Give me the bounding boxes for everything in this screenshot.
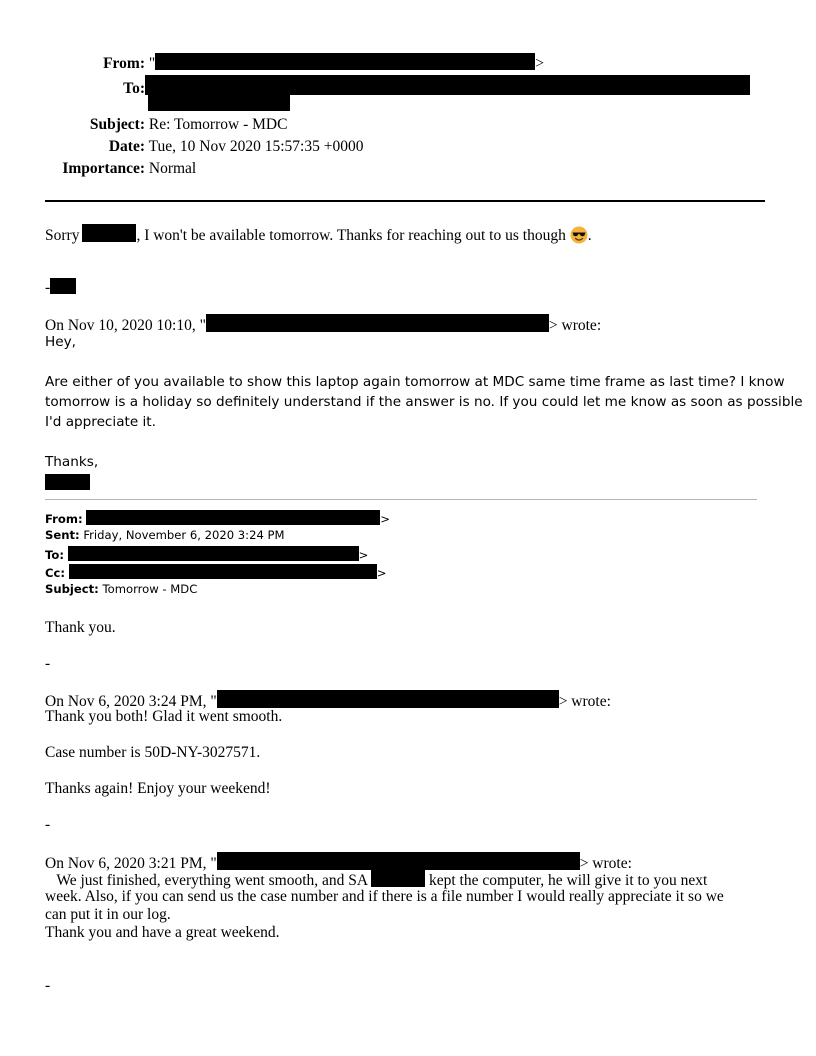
redaction-box (68, 546, 359, 561)
quote3-intro-before: On Nov 6, 2020 3:21 PM, " (45, 855, 217, 872)
reply-signoff-dash: - (45, 279, 51, 296)
redaction-box (50, 278, 76, 294)
header-from-row (60, 53, 544, 73)
redaction-box (155, 53, 535, 70)
redaction-box (217, 852, 580, 870)
redaction-box (69, 564, 377, 579)
forwarded-divider (45, 499, 757, 500)
forwarded-cc-row (45, 564, 386, 580)
quote2-thank-both: Thank you both! Glad it went smooth. (45, 708, 283, 725)
quote2-intro-after: > wrote: (558, 693, 611, 710)
thread-thank-you: Thank you. (45, 619, 116, 636)
quote3-finished-before: We just finished, everything went smooth, and SA (45, 872, 368, 889)
quote1-paragraph-line: I'd appreciate it. (45, 414, 156, 430)
quote1-greeting: Hey, (45, 334, 76, 350)
header-subject-row (60, 116, 287, 134)
redaction-box (82, 224, 136, 242)
forwarded-subject-value: Tomorrow - MDC (102, 582, 198, 596)
header-from-prefix: " (148, 55, 156, 72)
forwarded-sent-value: Friday, November 6, 2020 3:24 PM (83, 528, 285, 542)
header-importance-label: Importance: (62, 160, 145, 177)
quote2-case-number: Case number is 50D-NY-3027571. (45, 744, 261, 761)
header-divider (45, 200, 765, 202)
quote3-great-weekend: Thank you and have a great weekend. (45, 924, 280, 941)
forwarded-cc-suffix: > (376, 566, 387, 580)
forwarded-from-row (45, 510, 390, 526)
forwarded-subject-label: Subject: (45, 582, 99, 596)
thread-dash: - (45, 977, 51, 994)
quote2-intro-before: On Nov 6, 2020 3:24 PM, " (45, 693, 217, 710)
reply-text-before: Sorry (45, 227, 80, 244)
header-from-suffix: > (535, 55, 544, 72)
header-date-value: Tue, 10 Nov 2020 15:57:35 +0000 (148, 138, 364, 155)
header-date-row (60, 138, 363, 156)
forwarded-to-label: To: (45, 548, 64, 562)
redaction-box (206, 314, 549, 332)
reply-text-end: . (587, 227, 592, 244)
redaction-box (86, 510, 380, 525)
quote3-intro-after: > wrote: (579, 855, 632, 872)
quote3-finished-after: kept the computer, he will give it to you next (428, 872, 708, 889)
forwarded-to-row (45, 546, 368, 562)
quote1-thanks: Thanks, (45, 454, 99, 470)
quote2-thanks-again: Thanks again! Enjoy your weekend! (45, 780, 271, 797)
thread-dash: - (45, 655, 51, 672)
quote1-paragraph-line: tomorrow is a holiday so definitely understand if the answer is no. If you could let me know as soon as possible (45, 394, 803, 410)
quote3-finished-line3: can put it in our log. (45, 906, 171, 923)
redaction-box (148, 95, 290, 111)
forwarded-subject-row (45, 582, 197, 596)
reply-signoff (45, 278, 76, 297)
forwarded-sent-row (45, 528, 285, 542)
quote1-intro-before: On Nov 10, 2020 10:10, " (45, 317, 206, 334)
header-from-label: From: (103, 55, 145, 72)
redaction-box (145, 75, 750, 95)
redaction-box (371, 870, 425, 887)
redaction-box (217, 690, 559, 708)
header-subject-label: Subject: (89, 116, 145, 133)
quote3-finished-line2: week. Also, if you can send us the case number and if there is a file number I would really appreciate it so we (45, 888, 724, 905)
quote3-finished-line (45, 870, 707, 890)
reply-line (45, 224, 592, 249)
quote1-intro-after: > wrote: (548, 317, 602, 334)
quote1-paragraph-line: Are either of you available to show this laptop again tomorrow at MDC same time frame as last time? I know (45, 374, 785, 390)
header-date-label: Date: (108, 138, 145, 155)
smiling-face-with-sunglasses-icon (570, 226, 588, 249)
header-to-row-continued (148, 95, 290, 114)
header-subject-value: Re: Tomorrow - MDC (148, 116, 288, 133)
header-importance-value: Normal (148, 160, 197, 177)
header-importance-row (60, 160, 196, 178)
forwarded-cc-label: Cc: (45, 566, 66, 580)
forwarded-sent-label: Sent: (45, 528, 80, 542)
thread-dash: - (45, 816, 51, 833)
forwarded-to-suffix: > (358, 548, 369, 562)
reply-text-after: , I won't be available tomorrow. Thanks for reaching out to us though (136, 227, 566, 244)
header-to-label: To: (123, 80, 145, 97)
forwarded-from-suffix: > (380, 512, 390, 526)
forwarded-from-label: From: (45, 512, 83, 526)
quote1-intro (45, 314, 601, 335)
quote1-signature (45, 474, 90, 493)
redaction-box (45, 474, 90, 490)
